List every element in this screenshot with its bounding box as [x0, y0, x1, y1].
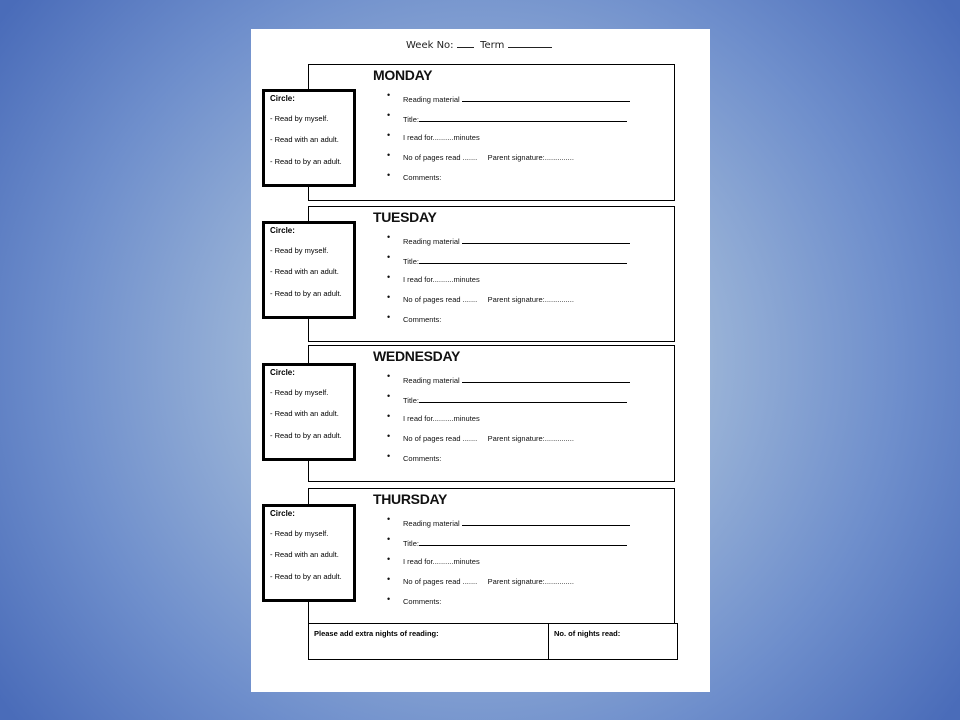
bullet-icon: •: [387, 391, 391, 401]
read-for-prefix: I read for: [403, 557, 433, 566]
option-read-to-by-adult[interactable]: - Read to by an adult.: [270, 157, 342, 166]
read-for-field: [387, 130, 657, 153]
day-title: THURSDAY: [373, 491, 448, 507]
option-read-with-adult[interactable]: - Read with an adult.: [270, 267, 339, 276]
circle-title: Circle:: [270, 509, 295, 518]
parent-signature-label[interactable]: Parent signature:..............: [487, 153, 574, 162]
option-read-by-myself[interactable]: - Read by myself.: [270, 114, 329, 123]
title-line[interactable]: [419, 113, 627, 122]
option-read-to-by-adult[interactable]: - Read to by an adult.: [270, 572, 342, 581]
bullet-icon: •: [387, 574, 391, 584]
circle-title: Circle:: [270, 226, 295, 235]
bullet-icon: •: [387, 594, 391, 604]
circle-box-thursday: [262, 504, 356, 602]
pages-label[interactable]: No of pages read .......: [403, 295, 478, 304]
reading-material-field: [387, 232, 657, 255]
title-label: Title:: [403, 115, 419, 124]
option-read-to-by-adult[interactable]: - Read to by an adult.: [270, 289, 342, 298]
page-header: [406, 38, 552, 51]
read-for-dots[interactable]: ..........: [432, 557, 454, 566]
bullet-icon: •: [387, 170, 391, 180]
pages-field: [387, 574, 657, 597]
pages-field: [387, 431, 657, 454]
circle-box-monday: [262, 89, 356, 187]
pages-field: [387, 150, 657, 173]
bullet-icon: •: [387, 130, 391, 140]
read-for-dots[interactable]: ..........: [432, 133, 454, 142]
read-for-prefix: I read for: [403, 414, 433, 423]
pages-label[interactable]: No of pages read .......: [403, 577, 478, 586]
reading-material-line[interactable]: [462, 235, 630, 244]
comments-field: [387, 312, 657, 335]
reading-material-field: [387, 90, 657, 113]
comments-label[interactable]: Comments:: [403, 597, 442, 606]
pages-label[interactable]: No of pages read .......: [403, 434, 478, 443]
week-no-blank[interactable]: [457, 38, 474, 48]
reading-log-page: [251, 29, 710, 692]
read-for-prefix: I read for: [403, 275, 433, 284]
nights-read-box[interactable]: [548, 623, 678, 660]
comments-field: [387, 594, 657, 617]
bullet-icon: •: [387, 411, 391, 421]
title-field: [387, 534, 657, 557]
reading-material-line[interactable]: [462, 374, 630, 383]
comments-label[interactable]: Comments:: [403, 315, 442, 324]
bullet-icon: •: [387, 272, 391, 282]
circle-box-wednesday: [262, 363, 356, 461]
bullet-icon: •: [387, 312, 391, 322]
read-for-dots[interactable]: ..........: [432, 414, 454, 423]
bullet-icon: •: [387, 252, 391, 262]
reading-material-label: Reading material: [403, 376, 460, 385]
day-section-monday: [308, 64, 675, 201]
bullet-icon: •: [387, 371, 391, 381]
title-line[interactable]: [419, 537, 627, 546]
bullet-icon: •: [387, 451, 391, 461]
bullet-icon: •: [387, 431, 391, 441]
bullet-icon: •: [387, 90, 391, 100]
term-blank[interactable]: [508, 38, 552, 48]
option-read-with-adult[interactable]: - Read with an adult.: [270, 409, 339, 418]
comments-field: [387, 170, 657, 193]
week-no-label: Week No:: [406, 40, 454, 51]
read-for-suffix: minutes: [453, 557, 480, 566]
reading-material-field: [387, 371, 657, 394]
field-list: [387, 90, 657, 193]
circle-title: Circle:: [270, 94, 295, 103]
nights-read-label: No. of nights read:: [554, 629, 621, 638]
bullet-icon: •: [387, 110, 391, 120]
title-label: Title:: [403, 257, 419, 266]
read-for-field: [387, 554, 657, 577]
option-read-by-myself[interactable]: - Read by myself.: [270, 388, 329, 397]
title-line[interactable]: [419, 394, 627, 403]
parent-signature-label[interactable]: Parent signature:..............: [487, 295, 574, 304]
bullet-icon: •: [387, 232, 391, 242]
reading-material-label: Reading material: [403, 95, 460, 104]
term-label: Term: [480, 40, 505, 51]
read-for-field: [387, 272, 657, 295]
extra-nights-box[interactable]: [308, 623, 549, 660]
extra-nights-label: Please add extra nights of reading:: [314, 629, 439, 638]
bullet-icon: •: [387, 292, 391, 302]
reading-material-line[interactable]: [462, 93, 630, 102]
parent-signature-label[interactable]: Parent signature:..............: [487, 577, 574, 586]
day-section-wednesday: [308, 345, 675, 482]
title-field: [387, 252, 657, 275]
bullet-icon: •: [387, 150, 391, 160]
bullet-icon: •: [387, 554, 391, 564]
read-for-field: [387, 411, 657, 434]
circle-box-tuesday: [262, 221, 356, 319]
reading-material-label: Reading material: [403, 519, 460, 528]
bullet-icon: •: [387, 514, 391, 524]
comments-label[interactable]: Comments:: [403, 173, 442, 182]
title-line[interactable]: [419, 255, 627, 264]
option-read-by-myself[interactable]: - Read by myself.: [270, 529, 329, 538]
day-section-thursday: [308, 488, 675, 625]
day-title: WEDNESDAY: [373, 348, 461, 364]
read-for-suffix: minutes: [453, 414, 480, 423]
read-for-suffix: minutes: [453, 133, 480, 142]
option-read-with-adult[interactable]: - Read with an adult.: [270, 550, 339, 559]
parent-signature-label[interactable]: Parent signature:..............: [487, 434, 574, 443]
reading-material-label: Reading material: [403, 237, 460, 246]
comments-label[interactable]: Comments:: [403, 454, 442, 463]
title-label: Title:: [403, 539, 419, 548]
field-list: [387, 514, 657, 617]
field-list: [387, 232, 657, 335]
option-read-to-by-adult[interactable]: - Read to by an adult.: [270, 431, 342, 440]
pages-field: [387, 292, 657, 315]
day-title: TUESDAY: [373, 209, 437, 225]
day-section-tuesday: [308, 206, 675, 342]
read-for-suffix: minutes: [453, 275, 480, 284]
bullet-icon: •: [387, 534, 391, 544]
option-read-by-myself[interactable]: - Read by myself.: [270, 246, 329, 255]
title-field: [387, 391, 657, 414]
title-label: Title:: [403, 396, 419, 405]
day-title: MONDAY: [373, 67, 433, 83]
pages-label[interactable]: No of pages read .......: [403, 153, 478, 162]
circle-title: Circle:: [270, 368, 295, 377]
option-read-with-adult[interactable]: - Read with an adult.: [270, 135, 339, 144]
read-for-dots[interactable]: ..........: [432, 275, 454, 284]
reading-material-field: [387, 514, 657, 537]
reading-material-line[interactable]: [462, 517, 630, 526]
field-list: [387, 371, 657, 474]
comments-field: [387, 451, 657, 474]
title-field: [387, 110, 657, 133]
read-for-prefix: I read for: [403, 133, 433, 142]
